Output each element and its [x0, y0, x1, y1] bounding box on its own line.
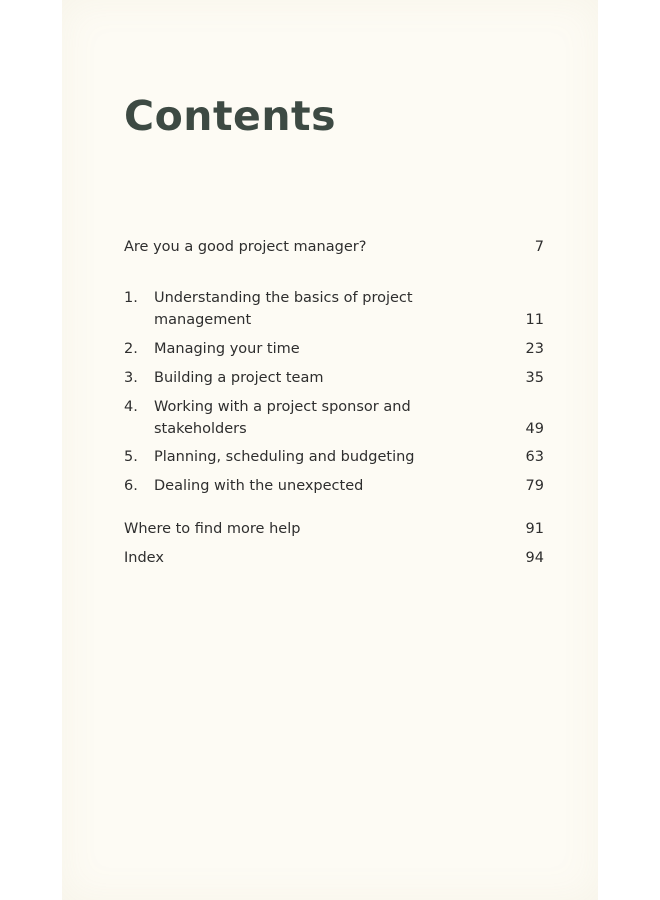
toc-entry-page: 63: [525, 449, 544, 465]
toc-entry-label: [154, 396, 484, 440]
toc-entry-label: Managing your time: [154, 341, 300, 357]
toc-entry-label: Are you a good project manager?: [124, 239, 367, 255]
toc-entry-label: Dealing with the unexpected: [154, 478, 364, 494]
page-title: Contents: [124, 92, 337, 140]
toc-entry-label-line1: Working with a project sponsor and: [154, 399, 411, 415]
toc-entry-page: 35: [525, 370, 544, 386]
toc-entry-page: 79: [525, 478, 544, 494]
toc-entry-page: 94: [525, 550, 544, 566]
toc-entry-label-line2: stakeholders: [154, 421, 247, 437]
toc-entry-label: Where to find more help: [124, 521, 301, 537]
toc-entry-label-line1: Understanding the basics of project: [154, 290, 413, 306]
toc-entry-number: 6.: [124, 478, 138, 494]
toc-entry-number: 2.: [124, 341, 138, 357]
toc-entry-label-line2: management: [154, 312, 252, 328]
toc-entry-label: Planning, scheduling and budgeting: [154, 449, 415, 465]
toc-entry-page: 11: [525, 312, 544, 328]
toc-entry-page: 7: [534, 239, 544, 255]
toc-entry-page: 49: [525, 421, 544, 437]
toc-entry-number: 4.: [124, 399, 138, 415]
toc-entry-page: 91: [525, 521, 544, 537]
toc-entry-label: Building a project team: [154, 370, 324, 386]
toc-entry-number: 1.: [124, 290, 138, 306]
toc-entry-label: Index: [124, 550, 164, 566]
toc-entry-page: 23: [525, 341, 544, 357]
toc-entry-number: 3.: [124, 370, 138, 386]
toc-entry-number: 5.: [124, 449, 138, 465]
toc-entry-label: [154, 287, 484, 331]
